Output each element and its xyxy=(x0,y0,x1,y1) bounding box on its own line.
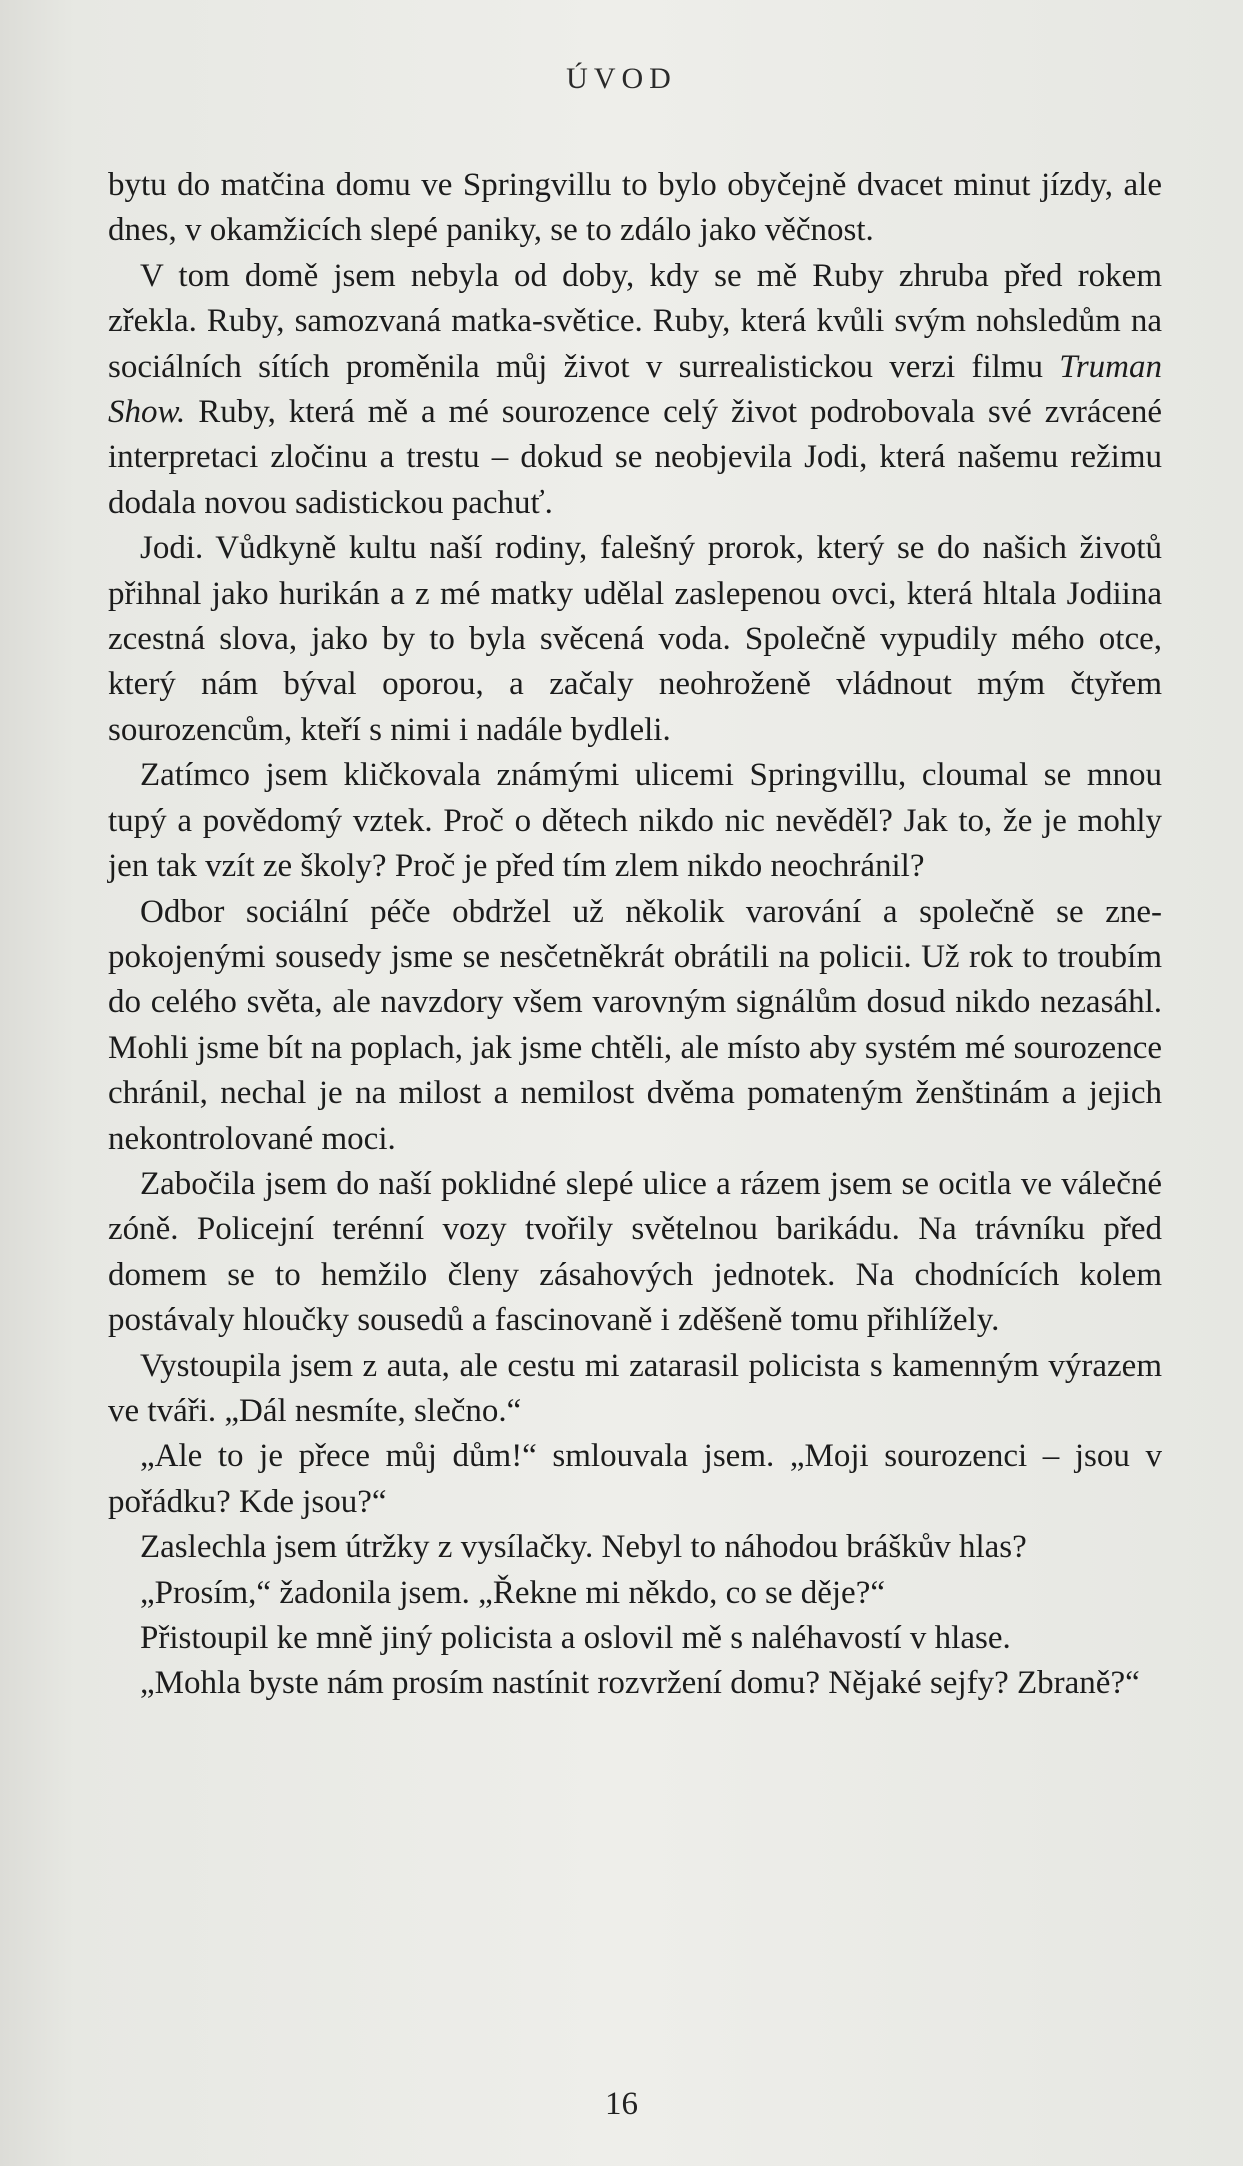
paragraph-9 xyxy=(108,1525,1162,1570)
body-text xyxy=(108,163,1162,1707)
paragraph-10 xyxy=(108,1571,1162,1616)
paragraph-1 xyxy=(108,163,1162,254)
text-segment: Zatímco jsem kličkovala známými ulicemi Springvillu, cloumal se mnou tupý a povědomý vztek. Proč o dětech nikdo nic nevěděl? Jak to, že je mohly jen tak vzít ze školy? Proč je před tím zlem nikdo neochránil? xyxy=(108,757,1162,885)
paragraph-5 xyxy=(108,890,1162,1162)
paragraph-6 xyxy=(108,1162,1162,1344)
paragraph-4 xyxy=(108,753,1162,889)
text-segment: V tom domě jsem nebyla od doby, kdy se mě Ruby zhruba před rokem zřekla. Ruby, samozvaná matka-světice. Ruby, která kvůli svým nohsledům na sociálních sítích proměnila můj život v surrealistickou verzi filmu xyxy=(108,257,1162,385)
text-segment: Jodi. Vůdkyně kultu naší rodiny, falešný prorok, který se do našich životů přihnal jako hurikán a z mé matky udělal zaslepenou ovci, která hltala Jodiina zcestná slova, jako by to byla svěcená voda. Společně vypudily mého otce, který nám býval oporou, a začaly neohroženě vládnout mým čtyřem sourozencům, kteří s nimi i nadále bydleli. xyxy=(108,530,1162,748)
text-segment: bytu do matčina domu ve Springvillu to bylo obyčejně dvacet minut jízdy, ale dnes, v okamžicích slepé paniky, se to zdálo jako věčnost. xyxy=(108,167,1162,249)
text-segment: Odbor sociální péče obdržel už několik varování a společně se znepokojenými sousedy jsme se nesčetněkrát obrátili na policii. Už rok to troubím do celého světa, ale navzdory všem varovným signálům dosud nikdo nezasáhl. Mohli jsme bít na poplach, jak jsme chtěli, ale místo aby systém mé sourozence chránil, nechal je na milost a nemilost dvěma pomateným ženštinám a jejich nekontrolované moci. xyxy=(108,893,1162,1157)
text-segment: Vystoupila jsem z auta, ale cestu mi zatarasil policista s kamenným výrazem ve tváři. „Dál nesmíte, slečno.“ xyxy=(108,1347,1162,1429)
text-segment: Přistoupil ke mně jiný policista a oslovil mě s naléhavostí v hlase. xyxy=(140,1620,1011,1656)
text-segment: Zabočila jsem do naší poklidné slepé ulice a rázem jsem se ocitla ve válečné zóně. Policejní terénní vozy tvořily světelnou barikádu. Na trávníku před domem se to hemžilo členy zásahových jednotek. Na chodnících kolem postávaly hloučky sousedů a fascinovaně i zděšeně tomu přihlížely. xyxy=(108,1165,1162,1339)
paragraph-8 xyxy=(108,1434,1162,1525)
text-segment: „Prosím,“ žadonila jsem. „Řekne mi někdo, co se děje?“ xyxy=(140,1574,885,1611)
paragraph-3 xyxy=(108,526,1162,753)
text-segment: Ruby, která mě a mé sourozence celý život podrobovala své zvrácené interpretaci zločinu a trestu – dokud se neobjevila Jodi, která našemu režimu dodala novou sadistickou pachuť. xyxy=(108,394,1162,521)
paragraph-7 xyxy=(108,1344,1162,1435)
paragraph-2 xyxy=(108,254,1162,526)
text-segment: „Ale to je přece můj dům!“ smlouvala jsem. „Moji sourozenci – jsou v pořádku? Kde jsou?“ xyxy=(108,1438,1162,1520)
text-segment: „Mohla byste nám prosím nastínit rozvržení domu? Nějaké sejfy? Zbraně?“ xyxy=(140,1665,1140,1702)
paragraph-11 xyxy=(108,1616,1162,1661)
page-number: 16 xyxy=(605,2086,638,2122)
text-segment: Zaslechla jsem útržky z vysílačky. Nebyl to náhodou bráškův hlas? xyxy=(140,1529,1027,1566)
paragraph-12 xyxy=(108,1661,1162,1706)
running-head: ÚVOD xyxy=(566,62,677,95)
film-title: Truman Show. xyxy=(108,348,1162,431)
